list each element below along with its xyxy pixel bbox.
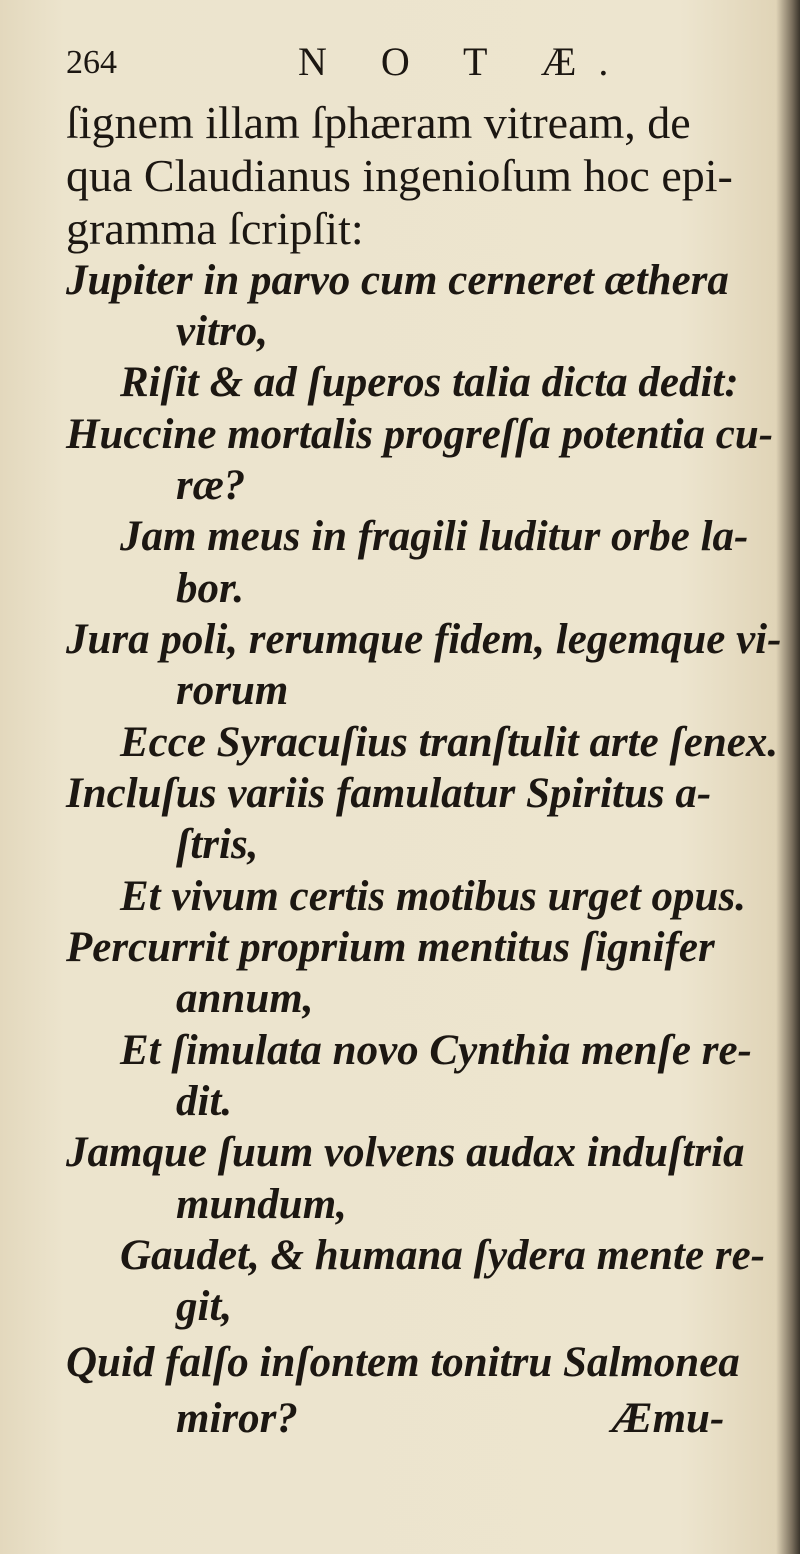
verse-line: Jupiter in parvo cum cerneret æthera bbox=[66, 257, 729, 304]
verse-line: mundum, bbox=[176, 1181, 347, 1228]
prose-line: gramma ſcripſit: bbox=[66, 203, 364, 254]
page-header bbox=[66, 38, 766, 88]
prose-line: qua Claudianus ingenioſum hoc epi- bbox=[66, 150, 733, 201]
verse-line: Jamque ſuum volvens audax induſtria bbox=[66, 1129, 745, 1176]
verse-line: Jura poli, rerumque fidem, legemque vi- bbox=[66, 616, 782, 663]
verse-line: ræ? bbox=[176, 462, 246, 509]
verse-line: ſtris, bbox=[176, 821, 259, 868]
verse-line: Gaudet, & humana ſydera mente re- bbox=[120, 1232, 765, 1279]
verse-line: git, bbox=[176, 1283, 233, 1330]
prose-line: ſignem illam ſphæram vitream, de bbox=[66, 97, 691, 148]
verse-line: Huccine mortalis progreſſa potentia cu- bbox=[66, 411, 774, 458]
verse-line: miror? bbox=[176, 1395, 298, 1442]
verse-line: Incluſus variis famulatur Spiritus a- bbox=[66, 770, 712, 817]
verse-line: rorum bbox=[176, 667, 289, 714]
running-title: N O T Æ. bbox=[298, 39, 631, 84]
verse-line: Quid falſo inſontem tonitru Salmonea bbox=[66, 1339, 740, 1386]
verse-line: Et vivum certis motibus urget opus. bbox=[120, 873, 746, 920]
verse-line: Riſit & ad ſuperos talia dicta dedit: bbox=[120, 359, 739, 406]
verse-line: dit. bbox=[176, 1078, 233, 1125]
verse-line: Jam meus in fragili luditur orbe la- bbox=[120, 513, 749, 560]
verse-line: Percurrit proprium mentitus ſignifer bbox=[66, 924, 715, 971]
catchword: Æmu- bbox=[612, 1395, 725, 1442]
verse-line: annum, bbox=[176, 975, 314, 1022]
verse-line: vitro, bbox=[176, 308, 268, 355]
verse-line: bor. bbox=[176, 565, 245, 612]
page-number: 264 bbox=[66, 44, 117, 81]
verse-line: Et ſimulata novo Cynthia menſe re- bbox=[120, 1027, 752, 1074]
verse-line: Ecce Syracuſius tranſtulit arte ſenex. bbox=[120, 719, 779, 766]
